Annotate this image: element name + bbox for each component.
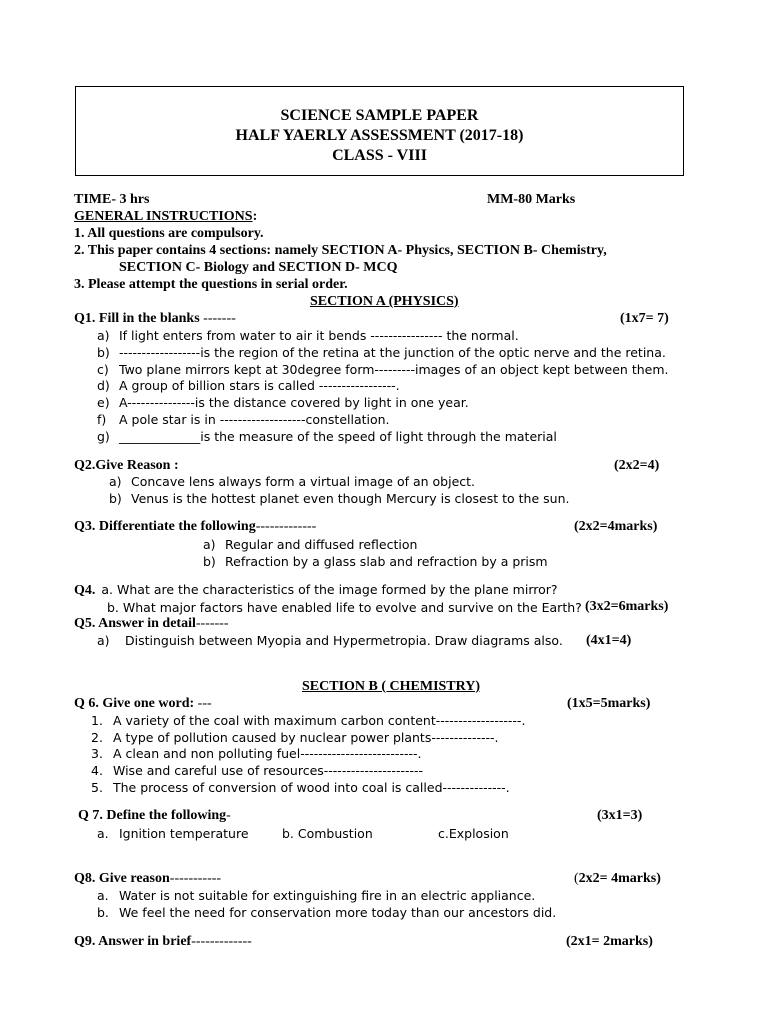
q1-item-g: g) _____________is the measure of the speed of light through the material (97, 429, 557, 444)
q1-item-d: d) A group of billion stars is called -----------------. (97, 378, 400, 393)
q6-item-1: 1. A variety of the coal with maximum carbon content-------------------. (91, 713, 526, 728)
class-title: CLASS - VIII (332, 147, 427, 164)
q4-line-a: Q4. a. What are the characteristics of the image formed by the plane mirror? (74, 582, 558, 598)
header-box (75, 86, 684, 176)
q2-item-a: a) Concave lens always form a virtual image of an object. (109, 474, 476, 489)
q3-heading: Q3. Differentiate the following------------- (74, 519, 317, 534)
q6-item-4: 4. Wise and careful use of resources---------------------- (91, 763, 424, 778)
q7-item-a: a. Ignition temperature (97, 826, 249, 841)
q6-item-5: 5. The process of conversion of wood into coal is called--------------. (91, 780, 510, 795)
time-label: TIME- 3 hrs (74, 192, 150, 207)
q9-heading: Q9. Answer in brief------------- (74, 934, 252, 949)
q1-item-c: c) Two plane mirrors kept at 30degree form---------images of an object kept between them. (97, 362, 669, 377)
q7-item-b: b. Combustion (282, 826, 373, 841)
instruction-2-cont: SECTION C- Biology and SECTION D- MCQ (119, 260, 398, 275)
q3-item-a: a) Regular and diffused reflection (203, 537, 418, 552)
q8-item-a: a. Water is not suitable for extinguishing fire in an electric appliance. (97, 888, 536, 903)
q5-item-a: a) Distinguish between Myopia and Hypermetropia. Draw diagrams also. (97, 633, 563, 648)
q1-marks: (1x7= 7) (620, 311, 669, 326)
q7-heading: Q 7. Define the following- (78, 808, 231, 823)
paper-title: SCIENCE SAMPLE PAPER (280, 107, 479, 124)
q2-marks: (2x2=4) (614, 458, 660, 473)
q2-heading: Q2.Give Reason : (74, 458, 179, 473)
q1-item-f: f) A pole star is in -------------------constellation. (97, 412, 390, 427)
instruction-3: 3. Please attempt the questions in serial order. (74, 277, 348, 292)
instruction-2: 2. This paper contains 4 sections: namely SECTION A- Physics, SECTION B- Chemistry, (74, 243, 607, 258)
instructions-heading: GENERAL INSTRUCTIONS: (74, 209, 258, 224)
q8-heading: Q8. Give reason----------- (74, 871, 222, 886)
q4-line-b: b. What major factors have enabled life to evolve and survive on the Earth? (107, 600, 582, 615)
q4-marks: (3x2=6marks) (585, 599, 669, 614)
q1-heading: Q1. Fill in the blanks ------- (74, 311, 236, 326)
q9-marks: (2x1= 2marks) (566, 934, 653, 949)
q6-heading: Q 6. Give one word: --- (74, 696, 212, 711)
q1-item-e: e) A---------------is the distance covered by light in one year. (97, 395, 469, 410)
q6-marks: (1x5=5marks) (567, 696, 651, 711)
q7-item-c: c.Explosion (438, 826, 509, 841)
section-b-title: SECTION B ( CHEMISTRY) (302, 679, 481, 694)
q1-item-a: a) If light enters from water to air it bends ---------------- the normal. (97, 328, 519, 343)
section-a-title: SECTION A (PHYSICS) (310, 294, 459, 309)
q3-item-b: b) Refraction by a glass slab and refraction by a prism (203, 554, 548, 569)
q3-marks: (2x2=4marks) (574, 519, 658, 534)
max-marks-label: MM-80 Marks (487, 192, 576, 207)
q5-heading: Q5. Answer in detail------- (74, 616, 229, 631)
q2-item-b: b) Venus is the hottest planet even though Mercury is closest to the sun. (109, 491, 570, 506)
assessment-title: HALF YAERLY ASSESSMENT (2017-18) (235, 127, 524, 144)
q5-marks: (4x1=4) (586, 633, 632, 648)
q8-marks: (2x2= 4marks) (574, 871, 661, 886)
q7-marks: (3x1=3) (597, 808, 643, 823)
q1-item-b: b) ------------------is the region of the retina at the junction of the optic nerve and the retina. (97, 345, 666, 360)
q6-item-2: 2. A type of pollution caused by nuclear power plants--------------. (91, 730, 499, 745)
q8-item-b: b. We feel the need for conservation more today than our ancestors did. (97, 905, 557, 920)
instruction-1: 1. All questions are compulsory. (74, 226, 264, 241)
q6-item-3: 3. A clean and non polluting fuel--------------------------. (91, 746, 422, 761)
